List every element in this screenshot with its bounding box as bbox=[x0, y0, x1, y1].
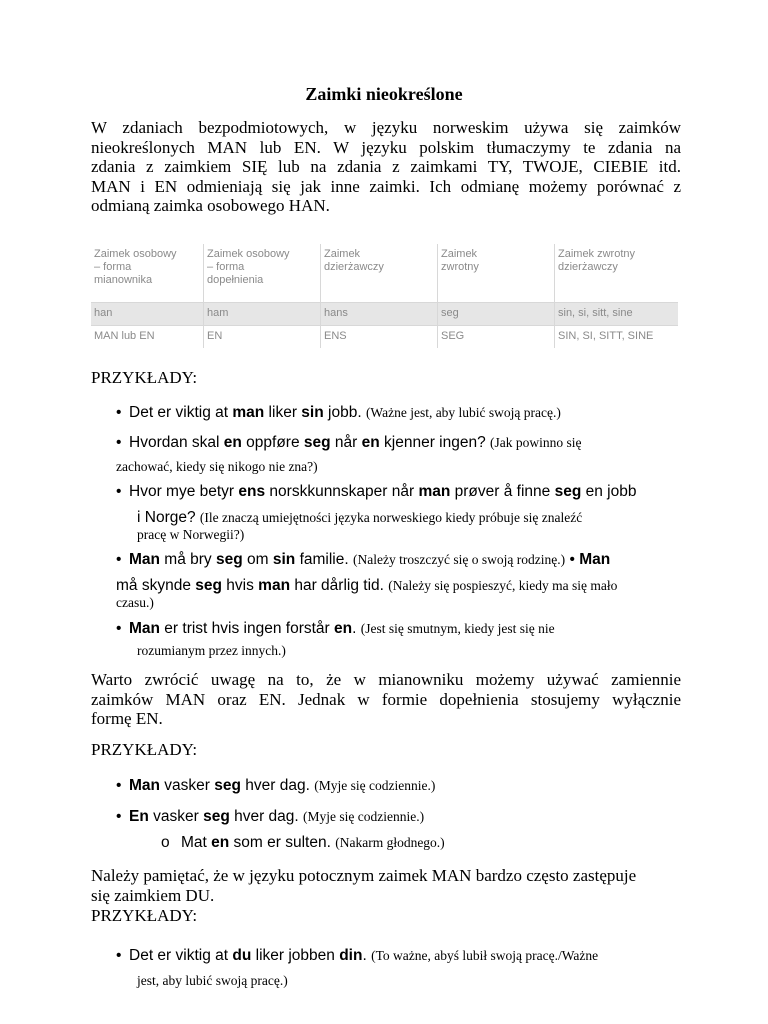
table-cell: hans bbox=[321, 303, 438, 326]
intro-line: nieokreślonych MAN lub EN. W języku polskim tłumaczymy te zdania na bbox=[91, 137, 681, 157]
translation-note: (Nakarm głodnego.) bbox=[335, 835, 445, 850]
examples-heading: PRZYKŁADY: bbox=[91, 740, 198, 759]
translation-note: zachować, kiedy się nikogo nie zna?) bbox=[116, 459, 318, 474]
paragraph-line: Należy pamiętać, że w języku potocznym zaimek MAN bardzo często zastępuje bbox=[91, 866, 637, 885]
table-header-cell: Zaimek osobowy – forma mianownika bbox=[91, 244, 204, 303]
table-row bbox=[91, 303, 678, 326]
example-subitem: o Mat en som er sulten. (Nakarm głodnego.) bbox=[161, 834, 445, 851]
paragraph-line: formę EN. bbox=[91, 709, 163, 728]
bullet-icon: • bbox=[116, 808, 122, 825]
examples-heading: PRZYKŁADY: bbox=[91, 906, 198, 925]
example-item: • En vasker seg hver dag. (Myje się codziennie.) bbox=[116, 808, 425, 825]
table-header-cell: Zaimek zwrotny dzierżawczy bbox=[555, 244, 679, 303]
bullet-icon: • bbox=[569, 551, 575, 568]
example-item: • Hvordan skal en oppføre seg når en kjenner ingen? (Jak powinno się bbox=[116, 434, 582, 451]
bullet-icon: • bbox=[116, 620, 122, 637]
paragraph-line: zaimków MAN oraz EN. Jednak w formie dopełnienia stosujemy wyłącznie bbox=[91, 689, 681, 709]
table-cell: EN bbox=[204, 326, 321, 349]
example-item: • Det er viktig at man liker sin jobb. (Ważne jest, aby lubić swoją pracę.) bbox=[116, 404, 561, 421]
table-cell: SIN, SI, SITT, SINE bbox=[555, 326, 679, 349]
example-item: • Man vasker seg hver dag. (Myje się codziennie.) bbox=[116, 777, 436, 794]
example-item: • Man er trist hvis ingen forstår en. (Jest się smutnym, kiedy jest się nie bbox=[116, 620, 555, 637]
translation-note: czasu.) bbox=[116, 595, 154, 610]
example-item: • Det er viktig at du liker jobben din. (To ważne, abyś lubił swoją pracę./Ważne bbox=[116, 947, 599, 964]
table-cell: seg bbox=[438, 303, 555, 326]
translation-note: (To ważne, abyś lubił swoją pracę./Ważne bbox=[371, 948, 599, 963]
example-item: må skynde seg hvis man har dårlig tid. (Należy się pospieszyć, kiedy ma się mało bbox=[116, 577, 618, 594]
pronoun-table bbox=[91, 244, 678, 348]
table-row bbox=[91, 326, 678, 349]
bullet-icon: • bbox=[116, 947, 122, 964]
intro-line: odmianą zaimka osobowego HAN. bbox=[91, 196, 330, 215]
translation-note: (Należy się pospieszyć, kiedy ma się mało bbox=[388, 578, 618, 593]
translation-note: (Myje się codziennie.) bbox=[303, 809, 425, 824]
example-item: • Man må bry seg om sin familie. (Należy troszczyć się o swoją rodzinę.) • Man bbox=[116, 551, 611, 568]
bullet-icon: • bbox=[116, 551, 122, 568]
table-cell: sin, si, sitt, sine bbox=[555, 303, 679, 326]
intro-line: zdania z zaimkiem SIĘ lub na zdania z zaimkami TY, TWOJE, CIEBIE itd. bbox=[91, 157, 681, 176]
circle-bullet-icon: o bbox=[161, 834, 170, 851]
table-header-cell: Zaimek zwrotny bbox=[438, 244, 555, 303]
table-header-row bbox=[91, 244, 678, 303]
paragraph-line: się zaimkiem DU. bbox=[91, 886, 215, 905]
paragraph-line: Warto zwrócić uwagę na to, że w mianowniku możemy używać zamiennie bbox=[91, 670, 681, 689]
intro-line: MAN i EN odmieniają się jak inne zaimki. Ich odmianę możemy porównać z bbox=[91, 176, 681, 196]
translation-note: (Jest się smutnym, kiedy jest się nie bbox=[360, 621, 555, 636]
translation-note: jest, aby lubić swoją pracę.) bbox=[137, 973, 288, 988]
table-cell: han bbox=[91, 303, 204, 326]
example-item: • Hvor mye betyr ens norskkunnskaper når man prøver å finne seg en jobb bbox=[116, 483, 637, 500]
bullet-icon: • bbox=[116, 434, 122, 451]
translation-note: (Myje się codziennie.) bbox=[314, 778, 436, 793]
translation-note: (Ile znaczą umiejętności języka norweskiego kiedy próbuje się znaleźć bbox=[199, 510, 583, 525]
translation-note: rozumianym przez innych.) bbox=[137, 643, 286, 658]
bullet-icon: • bbox=[116, 404, 122, 421]
table-cell: MAN lub EN bbox=[91, 326, 204, 349]
note-paragraph bbox=[91, 670, 681, 729]
page-title: Zaimki nieokreślone bbox=[305, 84, 463, 104]
bullet-icon: • bbox=[116, 483, 122, 500]
translation-note: pracę w Norwegii?) bbox=[137, 527, 245, 542]
examples-heading: PRZYKŁADY: bbox=[91, 368, 198, 387]
table-cell: SEG bbox=[438, 326, 555, 349]
table-header-cell: Zaimek dzierżawczy bbox=[321, 244, 438, 303]
example-continuation: i Norge? (Ile znaczą umiejętności języka norweskiego kiedy próbuje się znaleźć bbox=[137, 509, 583, 526]
table-cell: ENS bbox=[321, 326, 438, 349]
translation-note: (Jak powinno się bbox=[490, 435, 582, 450]
intro-paragraph bbox=[91, 118, 681, 216]
intro-line: W zdaniach bezpodmiotowych, w języku norweskim używa się zaimków bbox=[91, 118, 681, 137]
table-header-cell: Zaimek osobowy – forma dopełnienia bbox=[204, 244, 321, 303]
translation-note: (Ważne jest, aby lubić swoją pracę.) bbox=[365, 405, 561, 420]
translation-note: (Należy troszczyć się o swoją rodzinę.) bbox=[352, 552, 566, 567]
table-cell: ham bbox=[204, 303, 321, 326]
bullet-icon: • bbox=[116, 777, 122, 794]
